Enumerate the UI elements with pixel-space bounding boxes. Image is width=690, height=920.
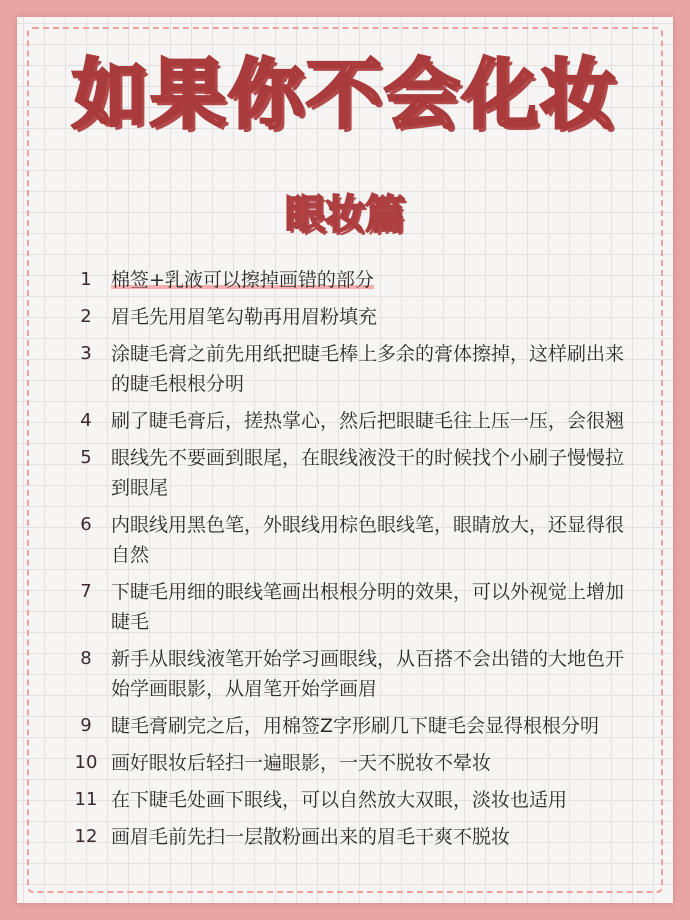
tip-text: 新手从眼线液笔开始学习画眼线，从百搭不会出错的大地色开始学画眼影，从眉笔开始学画眉 <box>111 648 625 700</box>
tip-text: 棉签+乳液可以擦掉画错的部分 <box>111 269 374 291</box>
tip-item <box>74 785 637 815</box>
tip-text: 刷了睫毛膏后，搓热掌心，然后把眼睫毛往上压一压，会很翘 <box>111 410 625 432</box>
tip-number-badge: 1 <box>71 265 101 295</box>
tip-item <box>74 822 637 852</box>
tip-number-badge: 4 <box>71 406 101 436</box>
tip-text: 睫毛膏刷完之后，用棉签Z字形刷几下睫毛会显得根根分明 <box>111 715 600 737</box>
tip-text: 画好眼妆后轻扫一遍眼影，一天不脱妆不晕妆 <box>111 752 492 774</box>
tip-text: 眼线先不要画到眼尾，在眼线液没干的时候找个小刷子慢慢拉到眼尾 <box>111 447 625 499</box>
tip-text: 涂睫毛膏之前先用纸把睫毛棒上多余的膏体擦掉，这样刷出来的睫毛根根分明 <box>111 343 625 395</box>
page-title: 如果你不会化妆 <box>72 50 618 139</box>
tip-number-badge: 3 <box>71 339 101 369</box>
tip-number-badge: 11 <box>71 785 101 815</box>
tip-text: 内眼线用黑色笔，外眼线用棕色眼线笔，眼睛放大，还显得很自然 <box>111 514 625 566</box>
tips-list <box>74 265 637 859</box>
tip-text: 画眉毛前先扫一层散粉画出来的眉毛干爽不脱妆 <box>111 826 511 848</box>
tip-item <box>77 443 637 503</box>
page-subtitle: 眼妆篇 <box>285 192 405 238</box>
tip-number-badge: 9 <box>71 711 101 741</box>
tip-item <box>77 265 637 295</box>
tip-item <box>74 748 637 778</box>
tip-number-badge: 2 <box>71 302 101 332</box>
tip-item <box>77 510 637 570</box>
tip-text: 在下睫毛处画下眼线，可以自然放大双眼，淡妆也适用 <box>111 789 568 811</box>
tip-number-badge: 5 <box>71 443 101 473</box>
tip-item <box>77 339 637 399</box>
tip-item <box>77 644 637 704</box>
tip-item <box>77 577 637 637</box>
subtitle-wrap <box>17 192 673 238</box>
tip-item <box>77 406 637 436</box>
tip-number-badge: 10 <box>71 748 101 778</box>
tip-text: 眉毛先用眉笔勾勒再用眉粉填充 <box>111 306 378 328</box>
tip-number-badge: 12 <box>71 822 101 852</box>
grid-paper-card <box>17 17 673 903</box>
tip-number-badge: 8 <box>71 644 101 674</box>
tip-item <box>77 711 637 741</box>
tip-text: 下睫毛用细的眼线笔画出根根分明的效果，可以外视觉上增加睫毛 <box>111 581 625 633</box>
tip-item <box>77 302 637 332</box>
tip-number-badge: 7 <box>71 577 101 607</box>
tip-number-badge: 6 <box>71 510 101 540</box>
